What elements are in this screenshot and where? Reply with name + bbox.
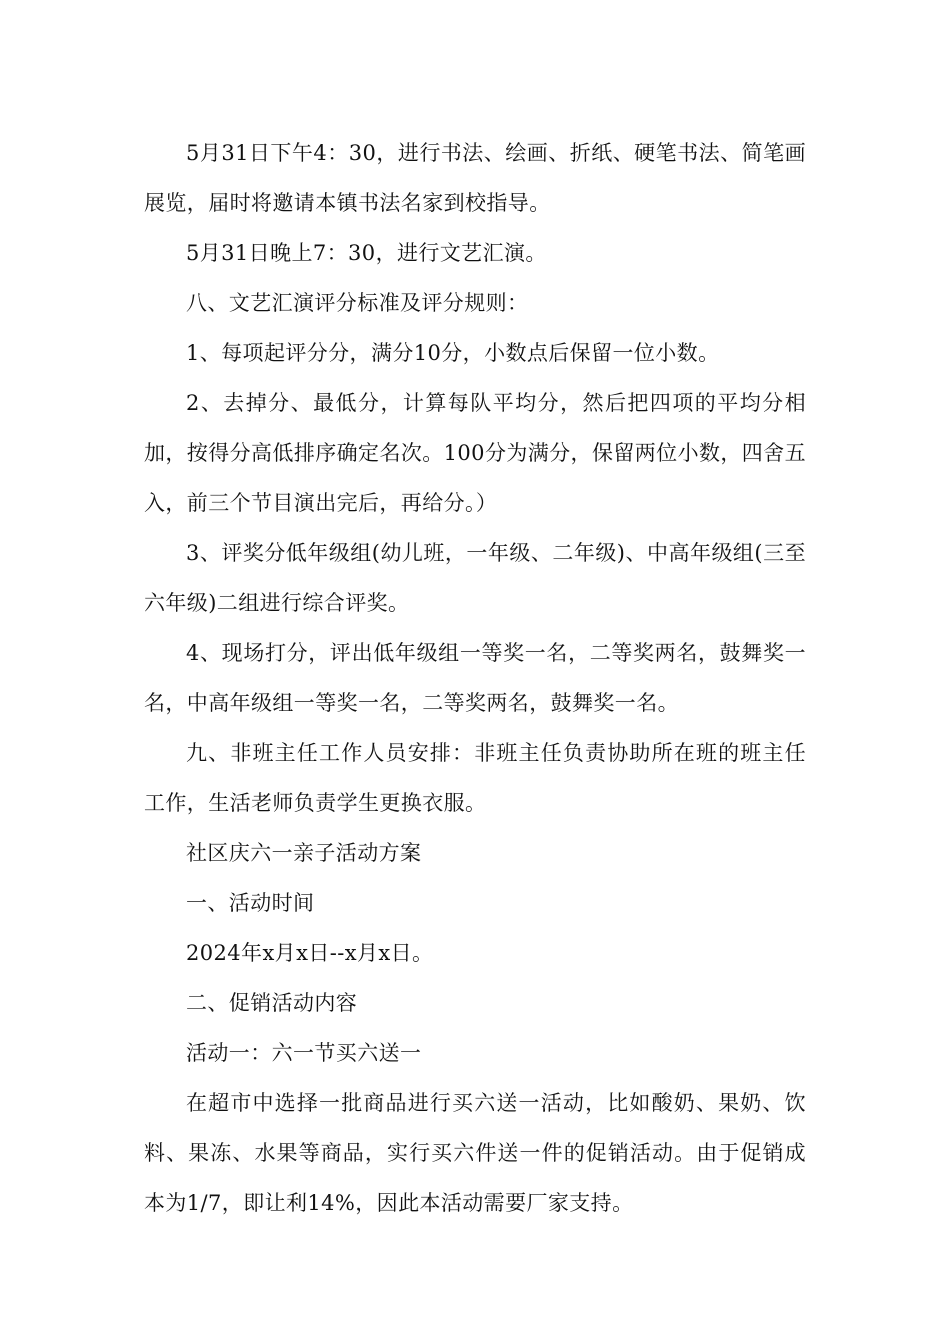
section-heading-promotion-content: 二、促销活动内容 [186, 991, 358, 1015]
paragraph-rule-3: 3、评奖分低年级组(幼儿班，一年级、二年级)、中高年级组(三至六年级)二组进行综合评奖。 [144, 541, 806, 615]
paragraph-rule-2: 2、去掉分、最低分，计算每队平均分，然后把四项的平均分相加，按得分高低排序确定名次。100分为满分，保留两位小数，四舍五入，前三个节目演出完后，再给分。） [144, 391, 806, 515]
document-body [144, 128, 806, 1228]
paragraph-exhibition-schedule: 5月31日下午4：30，进行书法、绘画、折纸、硬笔书法、简笔画展览，届时将邀请本镇书法名家到校指导。 [144, 141, 806, 215]
document-subtitle: 社区庆六一亲子活动方案 [186, 841, 422, 865]
paragraph-rule-4: 4、现场打分，评出低年级组一等奖一名，二等奖两名，鼓舞奖一名，中高年级组一等奖一名，二等奖两名，鼓舞奖一名。 [144, 641, 806, 715]
paragraph-activity-one-body: 在超市中选择一批商品进行买六送一活动，比如酸奶、果奶、饮料、果冻、水果等商品，实行买六件送一件的促销活动。由于促销成本为1/7，即让利14%，因此本活动需要厂家支持。 [144, 1091, 806, 1215]
section-heading-activity-time: 一、活动时间 [186, 891, 315, 915]
paragraph-activity-date: 2024年x月x日--x月x日。 [186, 941, 434, 965]
section-heading-scoring-rules: 八、文艺汇演评分标准及评分规则： [186, 291, 529, 315]
section-heading-staff-arrangement: 九、非班主任工作人员安排：非班主任负责协助所在班的班主任工作，生活老师负责学生更换衣服。 [144, 741, 806, 815]
paragraph-activity-one-title: 活动一：六一节买六送一 [186, 1041, 422, 1065]
paragraph-rule-1: 1、每项起评分分，满分10分，小数点后保留一位小数。 [186, 341, 720, 365]
paragraph-performance-schedule: 5月31日晚上7：30，进行文艺汇演。 [186, 241, 547, 265]
